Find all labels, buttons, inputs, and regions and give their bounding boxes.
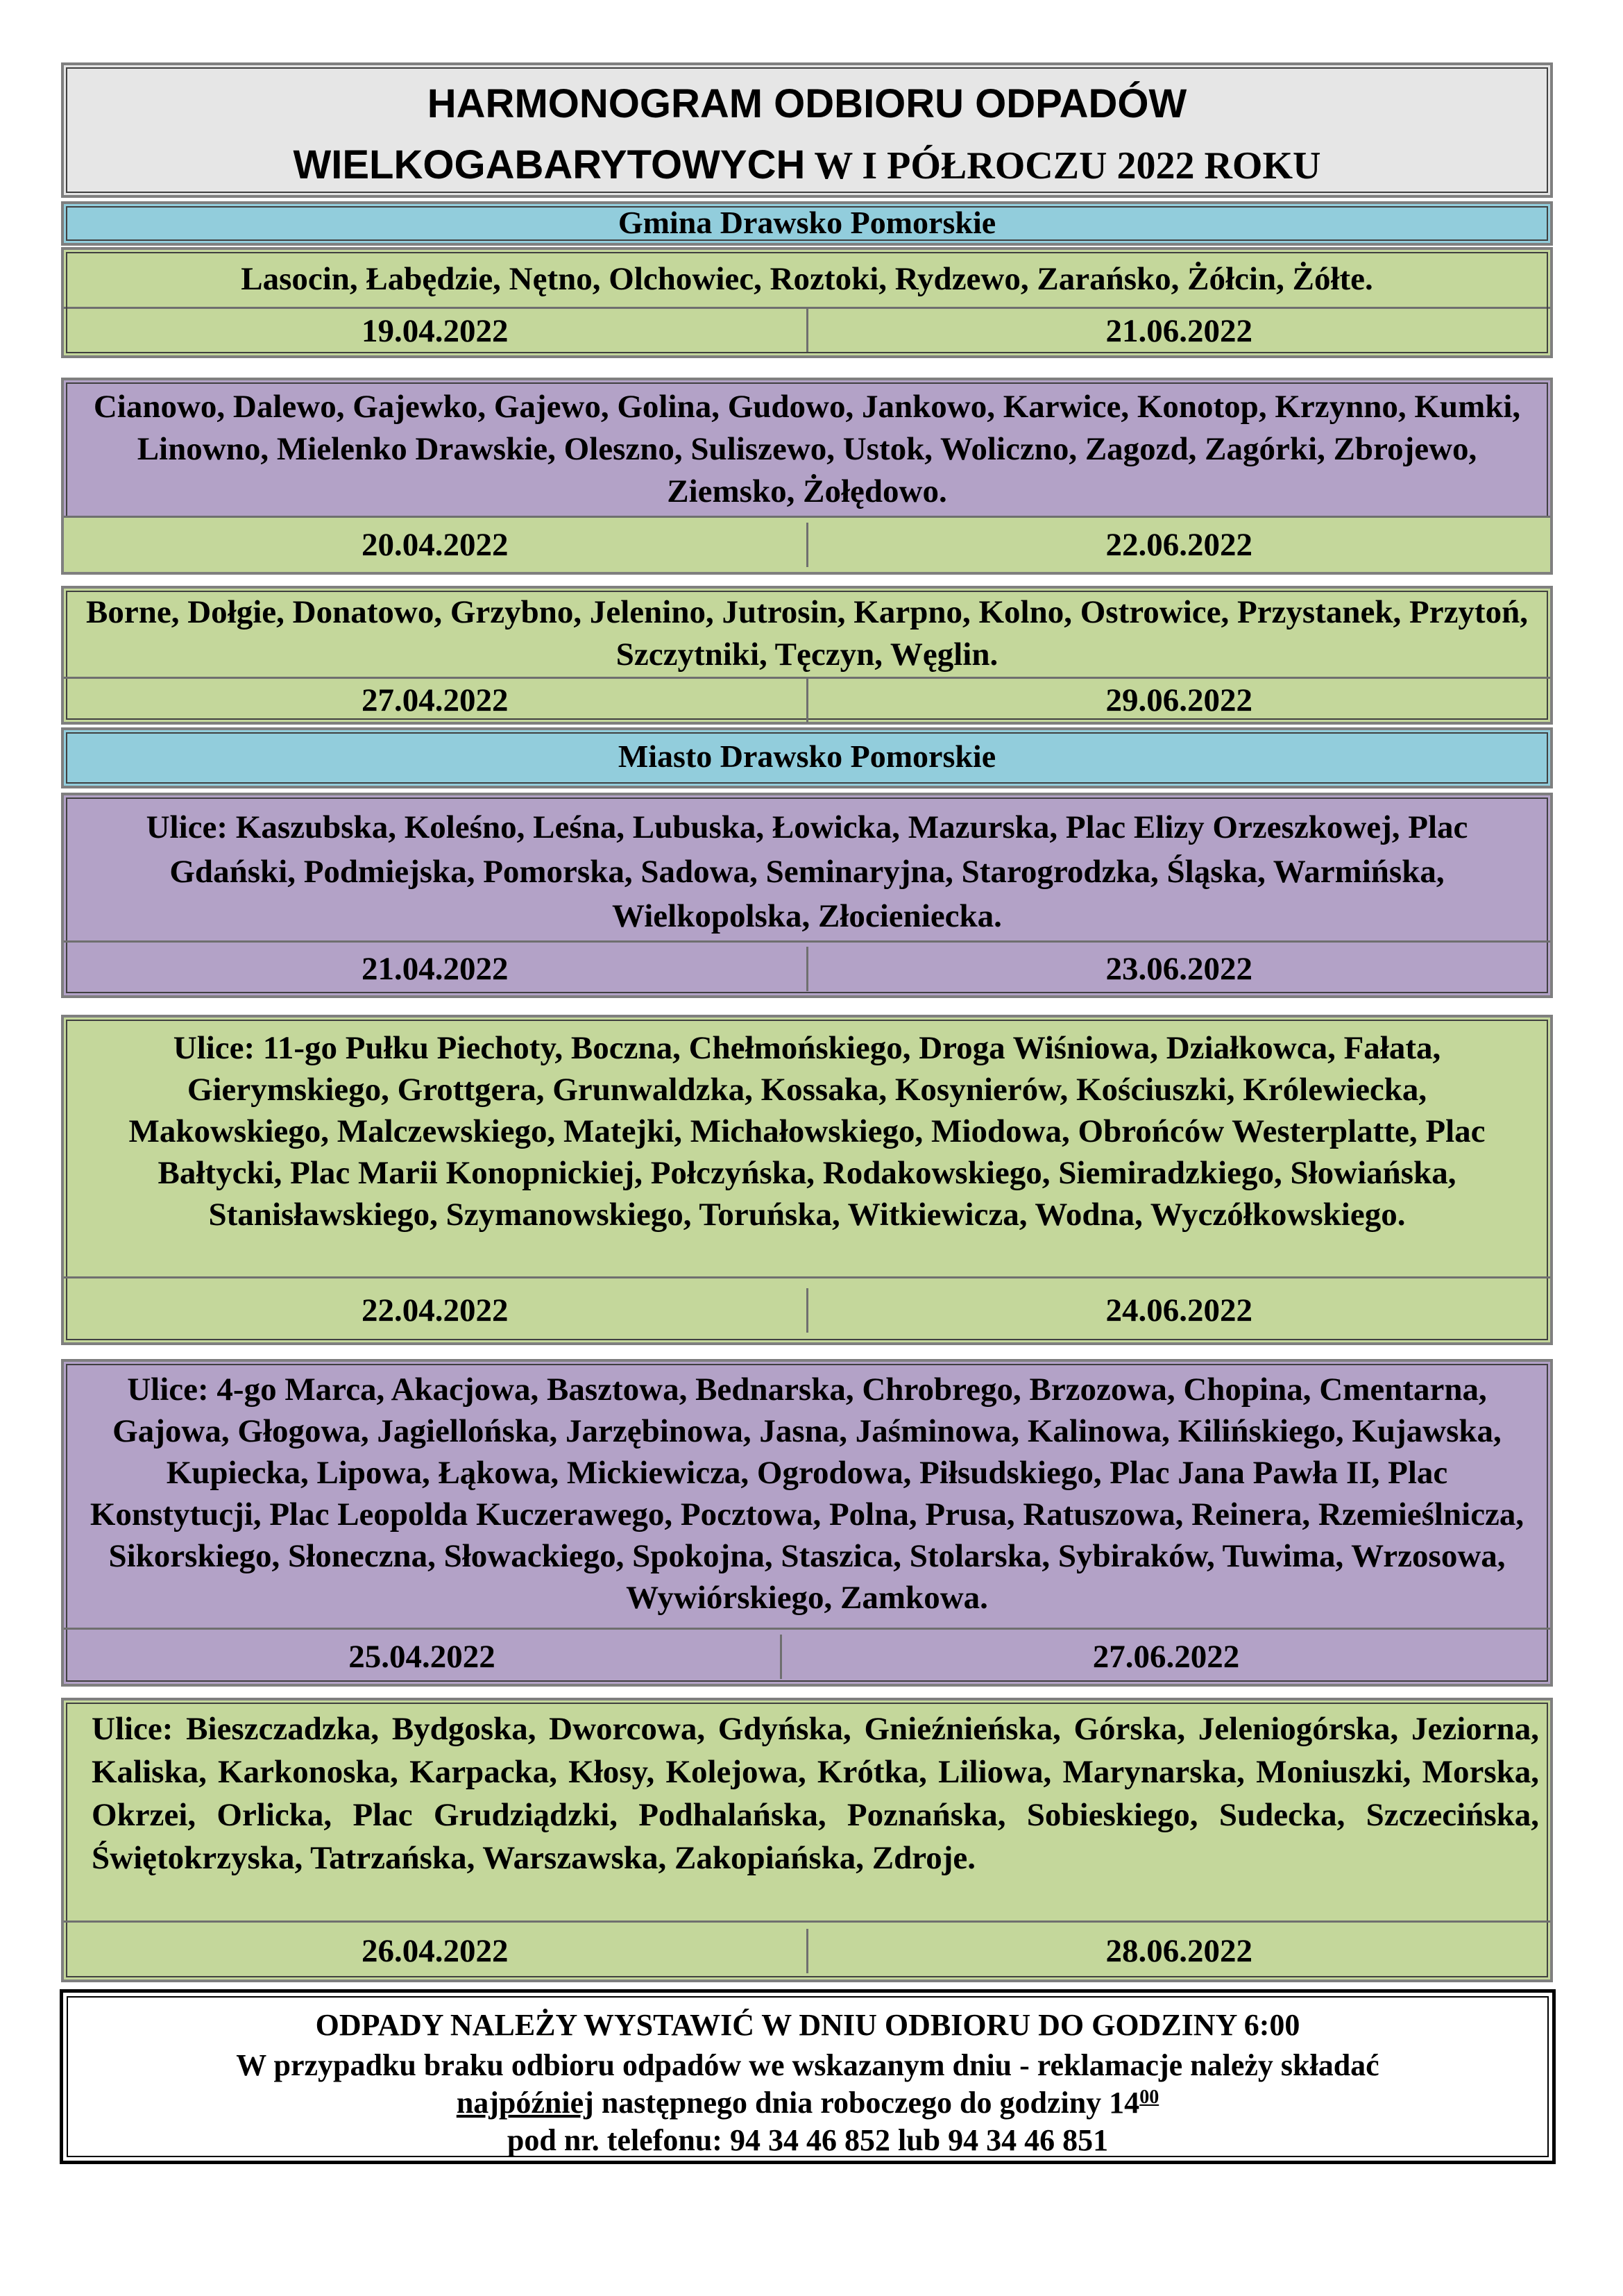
date-first: 20.04.2022 xyxy=(362,527,509,563)
date-first: 27.04.2022 xyxy=(362,682,509,718)
footer-notice xyxy=(60,1989,1556,2164)
places-list: Cianowo, Dalewo, Gajewko, Gajewo, Golina, Gudowo, Jankowo, Karwice, Konotop, Krzynno, Kumki, Linowno, Mielenko Drawskie, Oleszno, Suliszewo, Ustok, Woliczno, Zagozd, Zagórki, Zbrojewo, Ziemsko, Żołędowo. xyxy=(93,389,1521,509)
date-first: 22.04.2022 xyxy=(362,1292,509,1328)
dates-row xyxy=(64,1276,1550,1342)
footer-line-1: ODPADY NALEŻY WYSTAWIĆ W DNIU ODBIORU DO GODZINY 6:00 xyxy=(315,2008,1300,2042)
date-first: 21.04.2022 xyxy=(362,951,509,987)
date-second: 27.06.2022 xyxy=(780,1635,1550,1679)
dates-row xyxy=(64,677,1550,722)
title-line-1: HARMONOGRAM ODBIORU ODPADÓW xyxy=(427,81,1187,126)
date-second: 28.06.2022 xyxy=(806,1929,1551,1973)
footer-line-2: W przypadku braku odbioru odpadów we wskazanym dniu - reklamacje należy składać xyxy=(236,2048,1379,2082)
schedule-group-5 xyxy=(61,1015,1553,1345)
places-list: Ulice: Bieszczadzka, Bydgoska, Dworcowa, Gdyńska, Gnieźnieńska, Górska, Jeleniogórska, Jeziorna, Kaliska, Karkonoska, Karpacka, Kłosy, Kolejowa, Krótka, Liliowa, Marynarska, Moniuszki, Morska, Okrzei, Orlicka, Plac Grudziądzki, Podhalańska, Poznańska, Sobieskiego, Sudecka, Szczecińska, Świętokrzyska, Tatrzańska, Warszawska, Zakopiańska, Zdroje. xyxy=(92,1711,1539,1876)
footer-phone: pod nr. telefonu: 94 34 46 852 lub 94 34 46 851 xyxy=(507,2123,1109,2157)
section-miasto-label: Miasto Drawsko Pomorskie xyxy=(618,738,996,774)
date-first: 25.04.2022 xyxy=(348,1639,495,1675)
date-second: 23.06.2022 xyxy=(806,947,1551,991)
schedule-group-1 xyxy=(61,247,1553,358)
title-line-2-a: WIELKOGABARYTOWYCH xyxy=(293,142,806,187)
places-list: Lasocin, Łabędzie, Nętno, Olchowiec, Roztoki, Rydzewo, Zarańsko, Żółcin, Żółte. xyxy=(241,261,1373,297)
places-list: Borne, Dołgie, Donatowo, Grzybno, Jelenino, Jutrosin, Karpno, Kolno, Ostrowice, Przystanek, Przytoń, Szczytniki, Tęczyn, Węglin. xyxy=(86,594,1528,673)
section-gmina-label: Gmina Drawsko Pomorskie xyxy=(618,205,996,240)
date-second: 21.06.2022 xyxy=(806,309,1551,353)
schedule-group-3 xyxy=(61,586,1553,725)
places-list: Ulice: 11-go Pułku Piechoty, Boczna, Chełmońskiego, Droga Wiśniowa, Działkowca, Fałata, Gierymskiego, Grottgera, Grunwaldzka, Kossaka, Kosynierów, Kościuszki, Królewiecka, Makowskiego, Malczewskiego, Matejki, Michałowskiego, Miodowa, Obrońców Westerplatte, Plac Bałtycki, Plac Marii Konopnickiej, Połczyńska, Rodakowskiego, Siemiradzkiego, Słowiańska, Stanisławskiego, Szymanowskiego, Toruńska, Witkiewicza, Wodna, Wyczółkowskiego. xyxy=(128,1030,1486,1233)
dates-row xyxy=(64,516,1550,572)
date-second: 24.06.2022 xyxy=(806,1288,1551,1333)
document-title xyxy=(61,62,1553,198)
dates-row xyxy=(64,940,1550,995)
section-gmina xyxy=(61,201,1553,246)
dates-row xyxy=(64,1628,1550,1684)
schedule-group-2 xyxy=(61,378,1553,575)
footer-hour-superscript: 00 xyxy=(1139,2086,1159,2108)
footer-underlined-word: najpóźniej xyxy=(456,2086,594,2120)
footer-line-3 xyxy=(63,2084,1552,2122)
title-line-2 xyxy=(64,135,1550,196)
schedule-group-4 xyxy=(61,793,1553,998)
section-miasto xyxy=(61,727,1553,788)
dates-row xyxy=(64,1921,1550,1980)
date-second: 22.06.2022 xyxy=(806,523,1551,567)
title-line-2-b: W I PÓŁROCZU 2022 ROKU xyxy=(805,144,1321,187)
date-second: 29.06.2022 xyxy=(806,678,1551,723)
date-first: 19.04.2022 xyxy=(362,313,509,349)
date-first: 26.04.2022 xyxy=(362,1933,509,1969)
footer-line-3-text: następnego dnia roboczego do godziny 14 xyxy=(593,2086,1140,2120)
dates-row xyxy=(64,307,1550,353)
places-list: Ulice: 4-go Marca, Akacjowa, Basztowa, Bednarska, Chrobrego, Brzozowa, Chopina, Cmentarna, Gajowa, Głogowa, Jagiellońska, Jarzębinowa, Jasna, Jaśminowa, Kalinowa, Kilińskiego, Kujawska, Kupiecka, Lipowa, Łąkowa, Mickiewicza, Ogrodowa, Piłsudskiego, Plac Jana Pawła II, Plac Konstytucji, Plac Leopolda Kuczerawego, Pocztowa, Polna, Prusa, Ratuszowa, Reinera, Rzemieślnicza, Sikorskiego, Słoneczna, Słowackiego, Spokojna, Staszica, Stolarska, Sybiraków, Tuwima, Wrzosowa, Wywiórskiego, Zamkowa. xyxy=(90,1371,1524,1616)
schedule-group-7 xyxy=(61,1698,1553,1982)
places-list: Ulice: Kaszubska, Koleśno, Leśna, Lubuska, Łowicka, Mazurska, Plac Elizy Orzeszkowej, Plac Gdański, Podmiejska, Pomorska, Sadowa, Seminaryjna, Starogrodzka, Śląska, Warmińska, Wielkopolska, Złocieniecka. xyxy=(146,809,1468,934)
schedule-group-6 xyxy=(61,1359,1553,1687)
